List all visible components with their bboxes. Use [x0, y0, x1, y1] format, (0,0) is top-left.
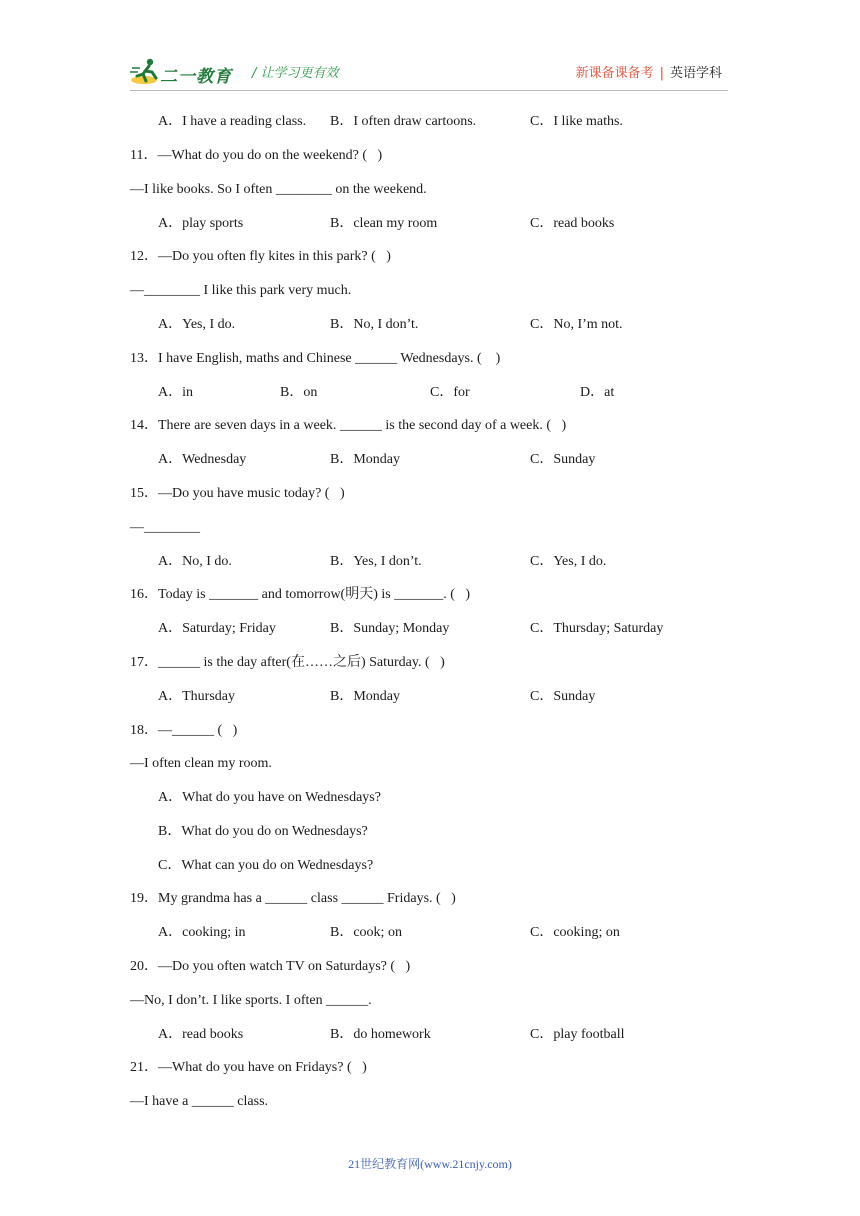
question-line: —I have a ______ class. [130, 1094, 269, 1109]
header-divider [130, 90, 728, 91]
slogan: / 让学习更有效 [252, 66, 339, 81]
header-prefix: 新课备课备考 [575, 66, 654, 81]
answer-option: B．on [280, 385, 318, 400]
question-line: 14．There are seven days in a week. ______ is the second day of a week. ( ) [130, 418, 567, 433]
answer-option: A．Thursday [158, 689, 235, 704]
answer-option: C．Yes, I do. [530, 554, 607, 569]
question-line: —________ I like this park very much. [130, 283, 352, 298]
answer-option: B．I often draw cartoons. [330, 114, 477, 129]
header-right-title [576, 62, 722, 81]
answer-option: A．cooking; in [158, 925, 246, 940]
question-line: 15．—Do you have music today? ( ) [130, 486, 345, 501]
answer-option: C．for [430, 385, 470, 400]
answer-option: B．Sunday; Monday [330, 621, 450, 636]
answer-option: A．read books [158, 1027, 244, 1042]
answer-option: B．Monday [330, 452, 400, 467]
question-line: 13．I have English, maths and Chinese ______ Wednesdays. ( ) [130, 351, 501, 366]
answer-option: C．read books [530, 216, 615, 231]
question-line: 19．My grandma has a ______ class ______ Fridays. ( ) [130, 891, 456, 906]
question-line: 18．—______ ( ) [130, 723, 238, 738]
question-line: 20．—Do you often watch TV on Saturdays? ( ) [130, 959, 411, 974]
answer-option: D．at [580, 385, 615, 400]
answer-option: C．cooking; on [530, 925, 620, 940]
answer-option: B．do homework [330, 1027, 431, 1042]
answer-option: C．I like maths. [530, 114, 623, 129]
answer-option: C．play football [530, 1027, 625, 1042]
answer-option: A．Yes, I do. [158, 317, 236, 332]
header-separator: | [659, 66, 664, 81]
answer-option: A．in [158, 385, 193, 400]
question-line: 11．—What do you do on the weekend? ( ) [130, 148, 383, 163]
question-line: 21．—What do you have on Fridays? ( ) [130, 1060, 367, 1075]
question-line: 12．—Do you often fly kites in this park? ( ) [130, 249, 391, 264]
logo-text: 二一教育 [160, 67, 232, 87]
runner-logo-icon [130, 56, 164, 88]
logo [130, 56, 250, 88]
answer-option: B．Monday [330, 689, 400, 704]
question-line: 17．______ is the day after(在……之后) Saturday. ( ) [130, 655, 445, 670]
answer-option: B．cook; on [330, 925, 402, 940]
answer-option: C．Sunday [530, 452, 596, 467]
answer-option: A．Wednesday [158, 452, 247, 467]
page-footer: 21世纪教育网(www.21cnjy.com) [348, 1157, 512, 1171]
header-subject: 英语学科 [669, 66, 722, 81]
answer-option: C．Thursday; Saturday [530, 621, 664, 636]
page-header [130, 56, 730, 92]
answer-option: A．What do you have on Wednesdays? [158, 790, 381, 805]
question-line: —________ [130, 520, 200, 535]
answer-option: C．What can you do on Wednesdays? [158, 858, 374, 873]
answer-option: A．No, I do. [158, 554, 232, 569]
answer-option: B．What do you do on Wednesdays? [158, 824, 368, 839]
question-line: —I like books. So I often ________ on the weekend. [130, 182, 427, 197]
answer-option: C．Sunday [530, 689, 596, 704]
question-line: 16．Today is _______ and tomorrow(明天) is _______. ( ) [130, 587, 471, 602]
answer-option: C．No, I’m not. [530, 317, 623, 332]
question-line: —I often clean my room. [130, 756, 272, 771]
answer-option: B．Yes, I don’t. [330, 554, 422, 569]
answer-option: A．I have a reading class. [158, 114, 307, 129]
answer-option: A．Saturday; Friday [158, 621, 276, 636]
answer-option: B．clean my room [330, 216, 438, 231]
answer-option: B．No, I don’t. [330, 317, 419, 332]
answer-option: A．play sports [158, 216, 244, 231]
question-line: —No, I don’t. I like sports. I often ______. [130, 993, 372, 1008]
